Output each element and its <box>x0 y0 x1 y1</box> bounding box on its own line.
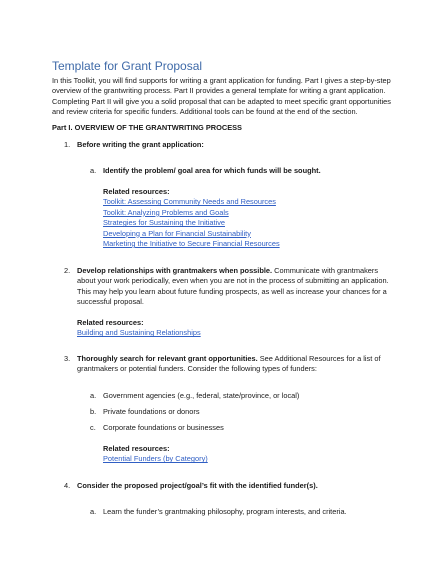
intro-paragraph: In this Toolkit, you will find supports for writing a grant application for funding. Part I gives a step-by-step overview of the grantwriting process. Part II provides a general template for writing a grant application. Completing Part II will give you a solid proposal that can be adapted to meet specific grant opportunities and review criteria for specific funders. Additional tools can be found at the end of the section. <box>52 76 391 117</box>
item-3-related-resources <box>103 444 208 465</box>
item-1a-text: Identify the problem/ goal area for which funds will be sought. <box>103 166 321 175</box>
item-3c-text: Corporate foundations or businesses <box>103 423 224 432</box>
related-resources-label: Related resources: <box>103 187 170 196</box>
item-4a-letter: a. <box>90 507 97 516</box>
link-analyzing-problems-goals[interactable]: Toolkit: Analyzing Problems and Goals <box>103 207 229 217</box>
item-3b-text: Private foundations or donors <box>103 407 200 416</box>
item-3b-letter: b. <box>90 407 97 416</box>
item-2-related-resources <box>77 318 201 339</box>
item-1a-letter: a. <box>90 166 97 175</box>
item-2-text <box>77 266 397 308</box>
part-heading: Part I. OVERVIEW OF THE GRANTWRITING PROCESS <box>52 123 242 132</box>
link-potential-funders[interactable]: Potential Funders (by Category) <box>103 454 208 464</box>
item-3-number: 3. <box>64 354 71 363</box>
item-4a-text: Learn the funder’s grantmaking philosophy, program interests, and criteria. <box>103 507 347 516</box>
link-building-relationships[interactable]: Building and Sustaining Relationships <box>77 328 201 338</box>
item-3-bold: Thoroughly search for relevant grant opportunities. <box>77 354 258 363</box>
item-1-number: 1. <box>64 140 71 149</box>
link-financial-sustainability-plan[interactable]: Developing a Plan for Financial Sustainability <box>103 228 251 238</box>
item-3-rest: See Additional Resources for a list of grantmakers or potential funders. Consider the following types of funders: <box>77 354 381 374</box>
item-3a-letter: a. <box>90 391 97 400</box>
item-1-text: Before writing the grant application: <box>77 140 204 149</box>
link-assessing-community-needs[interactable]: Toolkit: Assessing Community Needs and Resources <box>103 197 276 207</box>
related-resources-label: Related resources: <box>77 318 144 327</box>
item-3-text <box>77 354 397 375</box>
related-resources-label: Related resources: <box>103 444 170 453</box>
item-2-bold: Develop relationships with grantmakers when possible. <box>77 266 273 275</box>
link-strategies-sustaining[interactable]: Strategies for Sustaining the Initiative <box>103 218 226 228</box>
item-4-text: Consider the proposed project/goal’s fit with the identified funder(s). <box>77 481 318 490</box>
page-title: Template for Grant Proposal <box>52 59 203 73</box>
item-2-rest: Communicate with grantmakers about your work periodically, even when you are not in the process of submitting an application. This may help you learn about future funding prospects, as well as increase your chances for a successful proposal. <box>77 266 389 307</box>
item-3c-letter: c. <box>90 423 96 432</box>
link-marketing-initiative[interactable]: Marketing the Initiative to Secure Financial Resources <box>103 239 280 249</box>
item-3a-text: Government agencies (e.g., federal, state/province, or local) <box>103 391 300 400</box>
item-1-related-resources <box>103 187 280 249</box>
item-2-number: 2. <box>64 266 71 275</box>
item-4-number: 4. <box>64 481 71 490</box>
